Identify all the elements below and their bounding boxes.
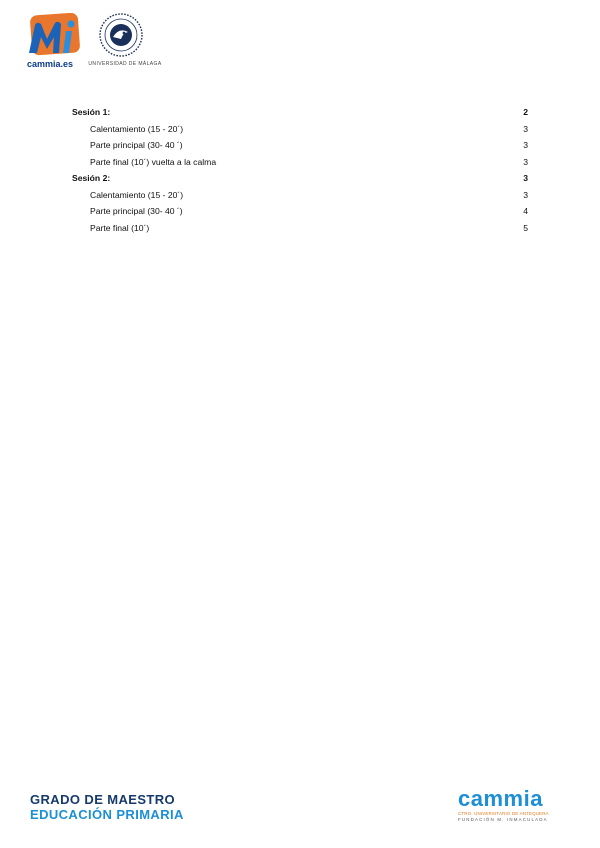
toc-subsection-entry[interactable]	[72, 220, 528, 237]
universidad-malaga-logo	[86, 13, 164, 71]
toc-entry-page-number: 3	[523, 156, 528, 167]
degree-title-line2: EDUCACIÓN PRIMARIA	[30, 807, 184, 822]
toc-entry-label: Parte principal (30- 40 ´)	[90, 140, 183, 150]
cammia-brand-text: cammia	[458, 786, 543, 811]
toc-entry-page-number: 3	[523, 123, 528, 134]
cammia-subtitle-1: CTRO. UNIVERSITARIO DE ANTEQUERA	[458, 811, 549, 816]
cammia-mi-icon	[25, 13, 83, 59]
toc-entry-page-number: 3	[523, 140, 528, 150]
toc-subsection-entry[interactable]	[72, 203, 528, 220]
degree-footer-title	[30, 792, 184, 822]
toc-entry-label: Calentamiento (15 - 20´)	[90, 189, 184, 200]
table-of-contents	[72, 104, 528, 236]
toc-entry-page-number: 3	[523, 173, 528, 183]
cammia-subtitle-2: FUNDACIÓN M. INMACULADA	[458, 817, 548, 822]
toc-entry-page-number: 5	[523, 222, 528, 233]
toc-section-entry[interactable]	[72, 170, 528, 187]
toc-entry-label: Parte final (10´)	[90, 222, 150, 233]
toc-entry-page-number: 4	[523, 206, 528, 216]
cammia-footer-logo	[458, 787, 570, 823]
toc-entry-page-number: 2	[523, 107, 528, 117]
toc-entry-label: Calentamiento (15 - 20´)	[90, 123, 184, 134]
toc-entry-label: Parte principal (30- 40 ´)	[90, 206, 183, 216]
toc-subsection-entry[interactable]	[72, 121, 528, 138]
cammia-domain-text: cammia.es	[27, 59, 74, 69]
toc-entry-label: Parte final (10´) vuelta a la calma	[90, 156, 217, 167]
degree-title-line1: GRADO DE MAESTRO	[30, 792, 176, 807]
toc-subsection-entry[interactable]	[72, 187, 528, 204]
university-name-text: UNIVERSIDAD DE MÁLAGA	[88, 61, 162, 67]
cammia-logo	[25, 13, 83, 71]
toc-entry-label: Sesión 1:	[72, 107, 111, 117]
toc-subsection-entry[interactable]	[72, 137, 528, 154]
toc-section-entry[interactable]	[72, 104, 528, 121]
toc-subsection-entry[interactable]	[72, 154, 528, 171]
university-seal-icon	[97, 13, 145, 59]
toc-entry-page-number: 3	[523, 189, 528, 200]
toc-entry-label: Sesión 2:	[72, 173, 111, 183]
